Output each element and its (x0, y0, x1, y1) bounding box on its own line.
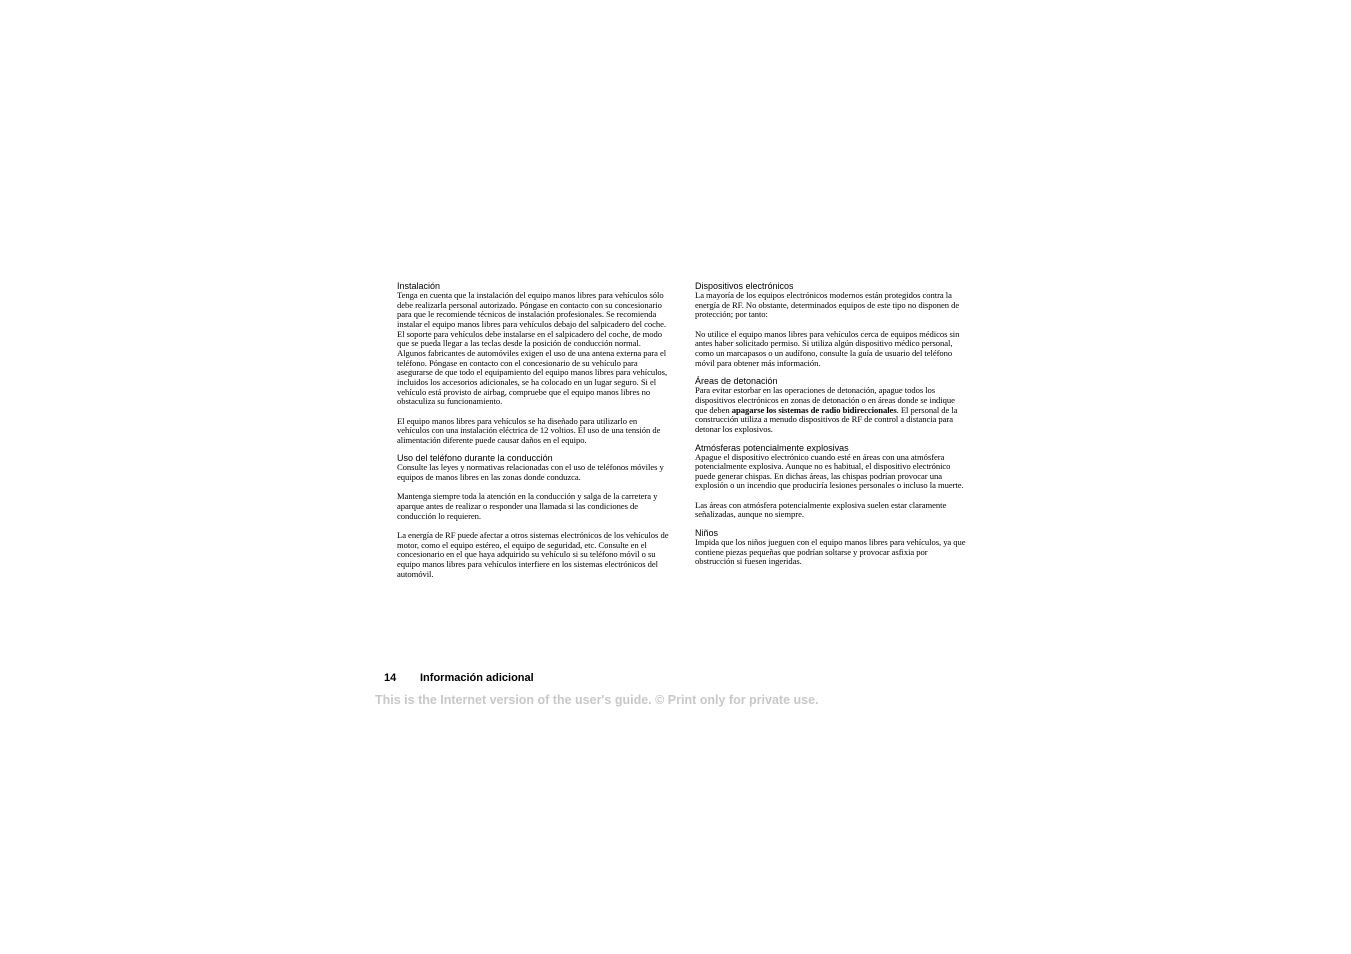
blasting-text-bold: apagarse los sistemas de radio bidireccionales (731, 404, 897, 415)
driving-paragraph-3: La energía de RF puede afectar a otros sistemas electrónicos de los vehículos de motor, como el equipo estéreo, el equipo de seguridad, etc. Consulte en el concesionario en el que haya adquirido su vehículo si su teléfono móvil o su equipo manos libres para vehículos interfiere en los sistemas electrónicos del automóvil. (397, 530, 669, 579)
right-column (695, 281, 967, 567)
driving-heading: Uso del teléfono durante la conducción (397, 453, 553, 464)
driving-paragraph-2: Mantenga siempre toda la atención en la conducción y salga de la carretera y aparque antes de realizar o responder una llamada si las condiciones de conducción lo requieren. (397, 491, 658, 521)
explosive-heading: Atmósferas potencialmente explosivas (695, 442, 849, 453)
left-column (397, 281, 669, 579)
devices-paragraph-2: No utilice el equipo manos libres para vehículos cerca de equipos médicos sin antes haber solicitado permiso. Si utiliza algún dispositivo médico personal, como un marcapasos o un audífono, consulte la guía de usuario del teléfono móvil para obtener más información. (695, 328, 960, 368)
children-heading: Niños (695, 528, 719, 539)
explosive-paragraph-2: Las áreas con atmósfera potencialmente explosiva suelen estar claramente señalizadas, aunque no siempre. (695, 499, 947, 520)
children-paragraph: Impida que los niños jueguen con el equipo manos libres para vehículos, ya que contiene piezas pequeñas que podrían soltarse y provocar asfixia por obstrucción si fuesen ingeridas. (695, 537, 966, 567)
installation-paragraph-1: Tenga en cuenta que la instalación del equipo manos libres para vehículos sólo debe realizarla personal autorizado. Póngase en contacto con su concesionario para que le recomiende técnicos de instalación profesionales. Se recomienda instalar el equipo manos libres para vehículos debajo del salpicadero del coche. El soporte para vehículos debe instalarse en el salpicadero del coche, de modo que se pueda llegar a las teclas desde la posición de conducción normal. Algunos fabricantes de automóviles exigen el uso de una antena externa para el teléfono. Póngase en contacto con el concesionario de su vehículo para asegurarse de que todo el equipamiento del equipo manos libres para vehículos, incluidos los accesorios adicionales, se ha colocado en un lugar seguro. Si el vehículo está provisto de airbag, compruebe que el equipo manos libres no obstaculiza su funcionamiento. (397, 290, 668, 407)
page-number: 14 (384, 672, 397, 684)
devices-paragraph-1: La mayoría de los equipos electrónicos modernos están protegidos contra la energía de RF. No obstante, determinados equipos de este tipo no disponen de protección; por tanto: (695, 290, 960, 320)
blasting-paragraph (695, 386, 967, 434)
section-title: Información adicional (420, 672, 534, 684)
watermark-notice: This is the Internet version of the user's guide. © Print only for private use. (375, 693, 819, 707)
installation-heading: Instalación (397, 281, 441, 291)
blasting-heading: Áreas de detonación (695, 376, 778, 387)
blasting-text-after: . El personal de la construcción utiliza a menudo dispositivos de RF de control a distancia para detonar los explosivos. (695, 404, 958, 434)
blasting-text-before: Para evitar estorbar en las operaciones de detonación, apague todos los dispositivos electrónicos en zonas de detonación o en áreas donde se indique que deben (695, 385, 955, 415)
explosive-paragraph-1: Apague el dispositivo electrónico cuando esté en áreas con una atmósfera potencialmente explosiva. Aunque no es habitual, el dispositivo electrónico puede generar chispas. En dichas áreas, las chispas podrían provocar una explosión o un incendio que produciría lesiones personales o incluso la muerte. (695, 451, 964, 491)
driving-paragraph-1: Consulte las leyes y normativas relacionadas con el uso de teléfonos móviles y equipos de manos libres en las zonas donde conduzca. (397, 462, 664, 483)
installation-paragraph-2: El equipo manos libres para vehículos se ha diseñado para utilizarlo en vehículos con una instalación eléctrica de 12 voltios. El uso de una tensión de alimentación diferente puede causar daños en el equipo. (397, 415, 661, 445)
devices-heading: Dispositivos electrónicos (695, 281, 794, 291)
